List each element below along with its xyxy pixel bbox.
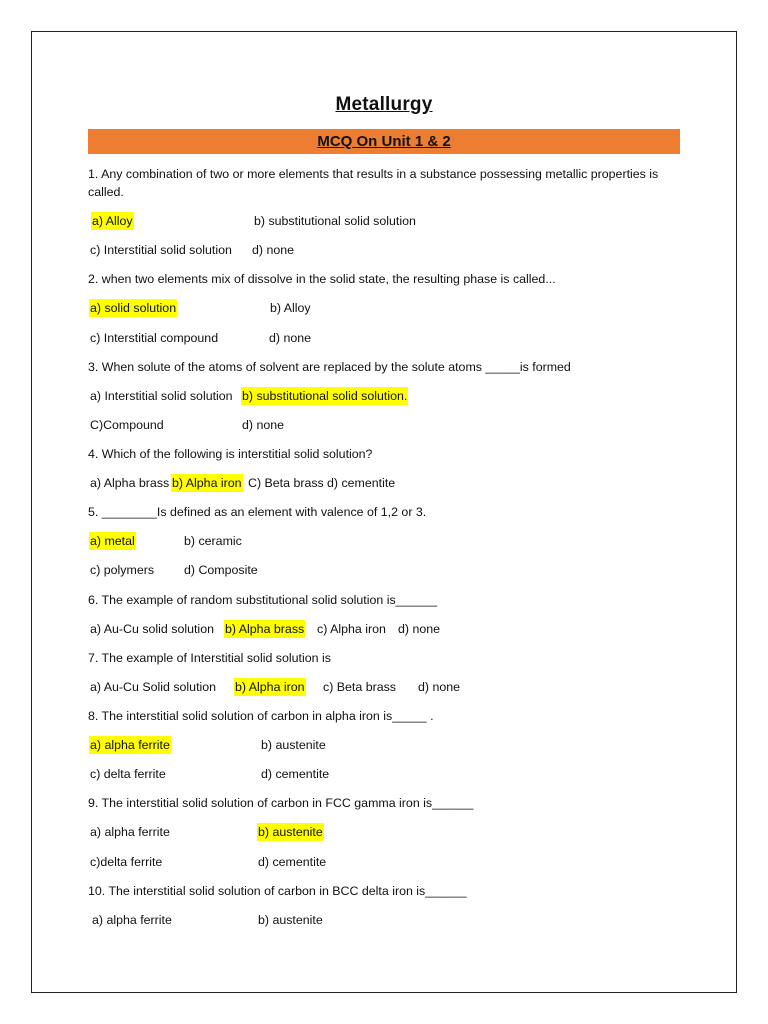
question-5-text: 5. ________Is defined as an element with valence of 1,2 or 3.	[88, 505, 427, 519]
option-b: b) austenite	[261, 738, 326, 752]
option-a: a) alpha ferrite	[90, 825, 170, 839]
question-9-text: 9. The interstitial solid solution of carbon in FCC gamma iron is______	[88, 796, 474, 810]
option-c: c) Beta brass	[323, 680, 396, 694]
option-d: d) none	[269, 331, 312, 345]
option-c: c) Interstitial solid solution	[90, 243, 232, 257]
option-d: d) none	[242, 418, 285, 432]
option-d: d) cementite	[327, 476, 396, 490]
option-b: b) substitutional solid solution	[254, 214, 416, 228]
answer-option-highlighted: b) substitutional solid solution.	[242, 389, 408, 403]
option-a: a) alpha ferrite	[92, 913, 172, 927]
question-8-text: 8. The interstitial solid solution of carbon in alpha iron is_____ .	[88, 709, 434, 723]
option-c: c) delta ferrite	[90, 767, 166, 781]
unit-banner: MCQ On Unit 1 & 2	[88, 129, 680, 154]
option-c: c)delta ferrite	[90, 855, 163, 869]
option-c: C)Compound	[90, 418, 164, 432]
question-6-text: 6. The example of random substitutional solid solution is______	[88, 593, 437, 607]
option-c: C) Beta brass	[248, 476, 324, 490]
question-7-text: 7. The example of Interstitial solid solution is	[88, 651, 331, 665]
answer-option-highlighted: b) Alpha iron	[172, 476, 242, 490]
option-c: c) Interstitial compound	[90, 331, 219, 345]
option-a: a) Au-Cu Solid solution	[90, 680, 217, 694]
option-c: c) Alpha iron	[317, 622, 386, 636]
question-1-text: 1. Any combination of two or more elements that results in a substance possessing metallic properties is called.	[88, 167, 659, 199]
option-c: c) polymers	[90, 563, 155, 577]
option-d: d) none	[418, 680, 461, 694]
answer-option-highlighted: b) Alpha iron	[235, 680, 305, 694]
option-a: a) Interstitial solid solution	[90, 389, 233, 403]
question-10-text: 10. The interstitial solid solution of carbon in BCC delta iron is______	[88, 884, 467, 898]
option-b: b) Alloy	[270, 301, 311, 315]
question-2-text: 2. when two elements mix of dissolve in the solid state, the resulting phase is called...	[88, 272, 556, 286]
answer-option-highlighted: a) solid solution	[90, 301, 177, 315]
document-title: Metallurgy	[335, 94, 433, 115]
option-d: d) Composite	[184, 563, 258, 577]
question-3-text: 3. When solute of the atoms of solvent are replaced by the solute atoms _____is formed	[88, 360, 571, 374]
option-a: a) Au-Cu solid solution	[90, 622, 214, 636]
option-b: b) ceramic	[184, 534, 242, 548]
option-b: b) austenite	[258, 913, 323, 927]
answer-option-highlighted: a) metal	[90, 534, 135, 548]
answer-option-highlighted: b) Alpha brass	[225, 622, 305, 636]
option-a: a) Alpha brass	[90, 476, 170, 490]
question-4-text: 4. Which of the following is interstitial solid solution?	[88, 447, 373, 461]
option-d: d) cementite	[261, 767, 330, 781]
option-d: d) none	[398, 622, 441, 636]
answer-option-highlighted: b) austenite	[258, 825, 323, 839]
option-d: d) none	[252, 243, 295, 257]
answer-option-highlighted: a) Alloy	[92, 214, 133, 228]
answer-option-highlighted: a) alpha ferrite	[90, 738, 170, 752]
option-d: d) cementite	[258, 855, 327, 869]
